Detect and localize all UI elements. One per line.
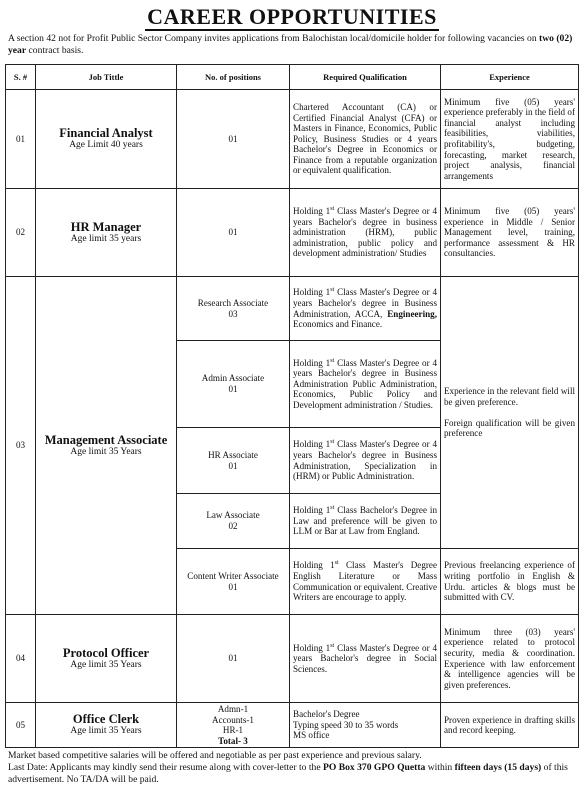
- experience-text: Experience in the relevant field will be given preference.: [444, 386, 575, 407]
- qualification-line: Typing speed 30 to 35 words: [293, 719, 399, 730]
- sub-position-count: 03: [228, 308, 238, 319]
- sub-position-name: Content Writer Associate: [187, 570, 279, 581]
- header-job-title: Job Tittle: [36, 65, 177, 90]
- row-sno: 04: [6, 615, 36, 703]
- experience-cell: Previous freelancing experience of writing portfolio in English & Urdu. articles & blogs must be submitted with CV.: [441, 549, 579, 615]
- sub-position-cell: [177, 494, 290, 549]
- experience-cell: Minimum five (05) years' experience preferably in the field of financial analyst including feasibilities, viabilities, profitability's, budgeting, forecasting, market research, project analysis, financial arrangements: [441, 90, 579, 189]
- sub-position-cell: [177, 277, 290, 341]
- intro-paragraph: A section 42 not for Profit Public Sector Company invites applications from Balochistan local/domicile holder for following vacancies on two (02) year contract basis.: [8, 33, 573, 56]
- experience-cell: Proven experience in drafting skills and record keeping.: [441, 703, 579, 748]
- sub-position-cell: [177, 549, 290, 615]
- position-line: Accounts-1: [212, 714, 254, 725]
- last-date-note: Last Date: Applicants may kindly send their resume along with cover-letter to the PO Box 370 GPO Quetta within fifteen days (15 days) of this advertisement. No TA/DA will be paid.: [8, 761, 568, 785]
- header-sno: S. #: [6, 65, 36, 90]
- vacancies-table: [5, 64, 579, 748]
- header-positions: No. of positions: [177, 65, 290, 90]
- sub-position-cell: [177, 428, 290, 494]
- job-name: Financial Analyst: [59, 126, 153, 140]
- experience-cell: Minimum three (03) years' experience related to protocol security, media & coordination. Experience with law enforcement & intelligence agencies will be given preferences.: [441, 615, 579, 703]
- job-title-cell: [36, 90, 177, 189]
- qualification-cell: Holding 1st Class Bachelor's Degree in Law and preference will be given to LLM or Bar at Law from England.: [290, 494, 441, 549]
- qualification-cell: Chartered Accountant (CA) or Certified Financial Analyst (CFA) or Masters in Finance, Economics, Public Policy, Business Studies or 4 years Bachelor's Degree in Economics or Finance from a reputable organization or equivalent qualification.: [290, 90, 441, 189]
- table-row: [6, 90, 579, 189]
- job-name: HR Manager: [70, 219, 142, 234]
- age-limit: Age limit 35 years: [70, 233, 142, 244]
- age-limit: Age limit 35 Years: [70, 726, 142, 737]
- table-header-row: [6, 65, 579, 90]
- qualification-cell: Holding 1st Class Master's Degree or 4 years Bachelor's degree in Social Sciences.: [290, 615, 441, 703]
- job-title-cell: [36, 615, 177, 703]
- qualification-line: MS office: [293, 730, 330, 741]
- sub-position-name: Admin Associate: [201, 373, 265, 384]
- positions-cell: 01: [177, 90, 290, 189]
- experience-text: Foreign qualification will be given preference: [444, 417, 575, 439]
- positions-cell: 01: [177, 189, 290, 277]
- header-qualification: Required Qualification: [290, 65, 441, 90]
- row-sno: 05: [6, 703, 36, 748]
- position-total: Total- 3: [218, 735, 248, 746]
- qualification-cell: Holding 1st Class Master's Degree or 4 years Bachelor's degree in Business Administration, ACCA, Engineering, Economics and Finance.: [290, 277, 441, 341]
- job-title-cell: [36, 703, 177, 748]
- job-name: Protocol Officer: [62, 645, 150, 660]
- qualification-cell: Holding 1st Class Master's Degree English Literature or Mass Communication or equivalent. Creative Writers are encourage to apply.: [290, 549, 441, 615]
- table-row: [6, 189, 579, 277]
- table-row: [6, 703, 579, 748]
- sub-position-name: Law Associate: [206, 510, 260, 521]
- row-sno: 03: [6, 277, 36, 615]
- position-line: Admn-1: [217, 704, 249, 714]
- sub-position-count: 01: [228, 384, 238, 394]
- qualification-cell: Holding 1st Class Master's Degree or 4 years Bachelor's degree in Business Administration Public Administration, Economics, Public Policy and Development administration / Studies.: [290, 341, 441, 428]
- sub-position-count: 01: [228, 581, 238, 592]
- header-experience: Experience: [441, 65, 579, 90]
- sub-position-name: HR Associate: [208, 449, 258, 460]
- qualification-cell: [290, 703, 441, 748]
- qualification-line: Bachelor's Degree: [293, 709, 360, 720]
- page-title: CAREER OPPORTUNITIES: [147, 4, 437, 29]
- table-row: [6, 615, 579, 703]
- experience-cell: Minimum five (05) years' experience in Middle / Senior Management level, training, performance assessment & HR consultancies.: [441, 189, 579, 277]
- job-title-cell: [36, 277, 177, 615]
- job-title-cell: [36, 189, 177, 277]
- table-row: [6, 277, 579, 341]
- experience-cell: [441, 277, 579, 549]
- row-sno: 02: [6, 189, 36, 277]
- sub-position-count: 01: [228, 460, 238, 471]
- age-limit: Age Limit 40 years: [69, 140, 143, 150]
- age-limit: Age limit 35 Years: [70, 446, 142, 457]
- row-sno: 01: [6, 90, 36, 189]
- positions-cell: 01: [177, 615, 290, 703]
- sub-position-count: 02: [228, 521, 238, 531]
- positions-cell: [177, 703, 290, 748]
- sub-position-cell: [177, 341, 290, 428]
- footer-notes: [8, 750, 578, 785]
- position-line: HR-1: [222, 725, 244, 736]
- qualification-cell: Holding 1st Class Master's Degree or 4 years Bachelor's degree in business administration (HRM), public administration, public policy and development administration/ Studies: [290, 189, 441, 277]
- salary-note: Market based competitive salaries will be offered and negotiable as per past experience and previous salary.: [8, 750, 422, 761]
- job-name: Office Clerk: [72, 712, 140, 727]
- age-limit: Age limit 35 Years: [70, 659, 142, 670]
- job-name: Management Associate: [44, 432, 168, 447]
- sub-position-name: Research Associate: [197, 297, 269, 308]
- qualification-cell: Holding 1st Class Master's Degree or 4 years Bachelor's degree in Business Administration, Specialization in (HRM) or Public Administration.: [290, 428, 441, 494]
